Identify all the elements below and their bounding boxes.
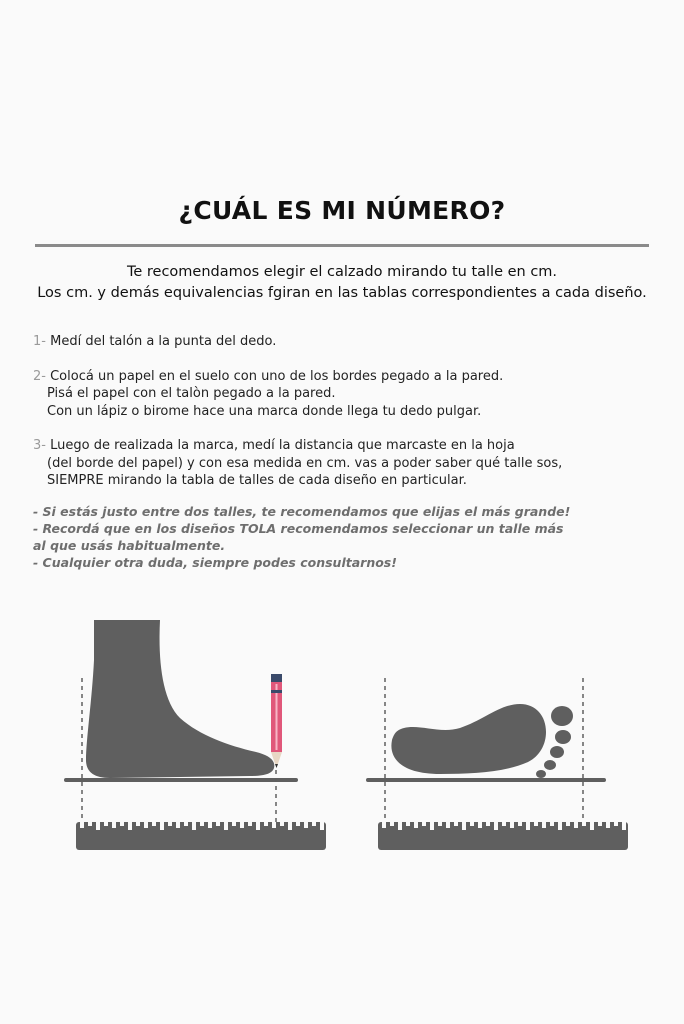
step-number: 3- [33,438,46,453]
step-text: (del borde del papel) y con esa medida en cm. vas a poder saber qué talle sos, [47,455,563,471]
ruler-left [76,822,326,850]
step-2 [33,368,673,421]
ruler-right [378,822,628,850]
footprint-top-view-illustration [368,678,628,850]
toe-icon [550,746,564,758]
step-text: SIEMPRE mirando la tabla de talles de cada diseño en particular. [47,473,467,488]
toe-icon [536,770,546,778]
intro-line: Te recomendamos elegir el calzado mirando tu talle en cm. [126,264,558,280]
footprint-icon [391,704,546,774]
step-number: 1- [33,334,46,349]
intro-line: Los cm. y demás equivalencias fgiran en las tablas correspondientes a cada diseño. [37,285,647,301]
foot-side-icon [86,620,274,778]
note-line: - Recordá que en los diseños TOLA recomendamos seleccionar un talle más [33,521,564,536]
notes-list [33,503,673,571]
steps-list [33,333,673,507]
step-text: Colocá un papel en el suelo con uno de los bordes pegado a la pared. [50,368,504,384]
step-number: 2- [33,368,46,384]
note-line: - Si estás justo entre dos talles, te recomendamos que elijas el más grande! [33,504,571,519]
step-text: Pisá el papel con el talòn pegado a la pared. [47,386,336,401]
toe-icon [551,706,573,726]
note-line: al que usás habitualmente. [33,538,226,553]
step-1 [33,333,673,351]
toe-icon [544,760,556,770]
foot-side-view-illustration [66,620,326,850]
intro-text [0,262,684,304]
toe-icon [555,730,571,744]
title-divider [35,244,649,247]
pencil-icon [271,674,282,768]
step-text: Medí del talón a la punta del dedo. [50,334,277,349]
step-3 [33,437,673,490]
note-line: - Cualquier otra duda, siempre podes consultarnos! [33,555,397,570]
page-title: ¿CUÁL ES MI NÚMERO? [178,196,506,225]
measurement-illustration [0,600,684,860]
step-text: Con un lápiz o birome hace una marca donde llega tu dedo pulgar. [47,403,482,419]
step-text: Luego de realizada la marca, medí la distancia que marcaste en la hoja [50,438,515,453]
